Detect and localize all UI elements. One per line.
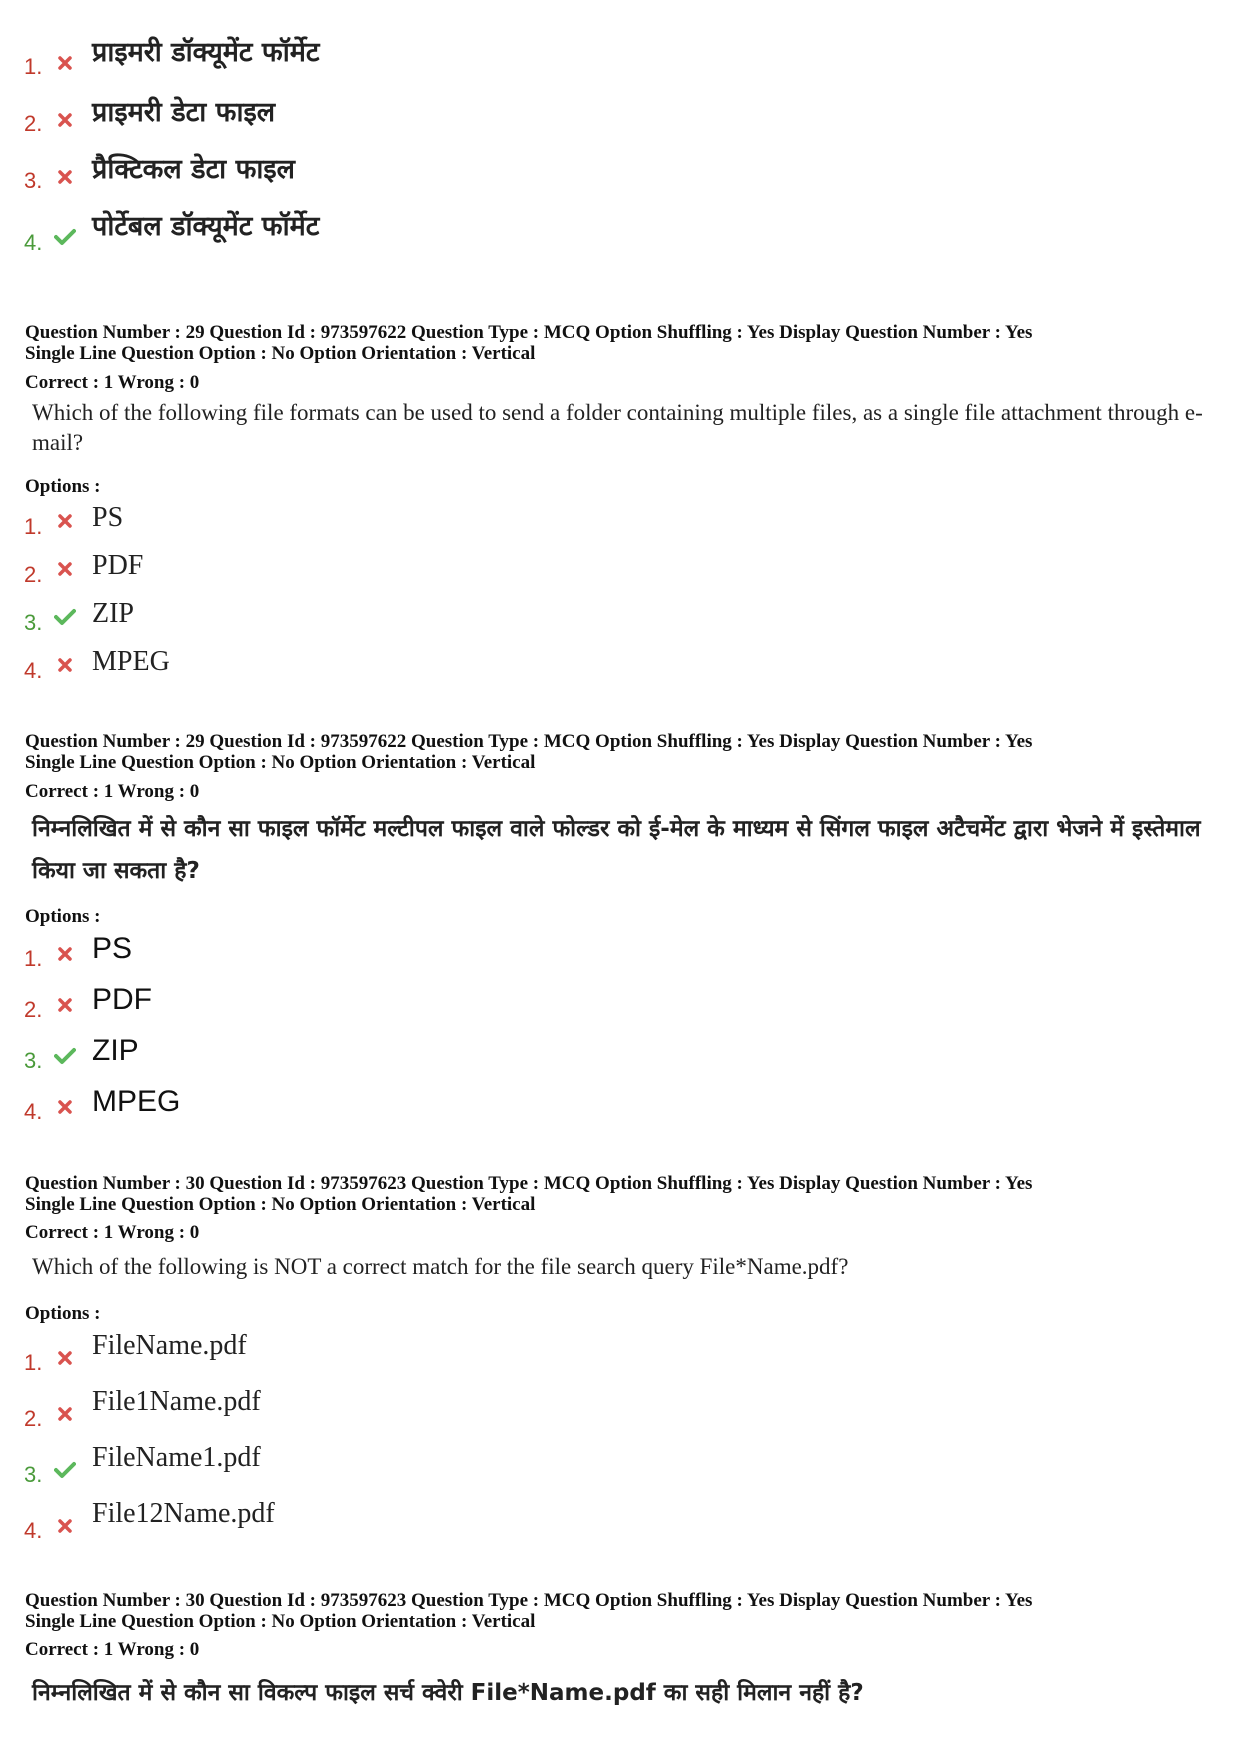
option-2 <box>0 90 1240 147</box>
cross-icon <box>54 1515 76 1537</box>
option-2 <box>0 548 1240 596</box>
option-number: 1. <box>24 54 43 79</box>
meta-line-2: Single Line Question Option : No Option Orientation : Vertical <box>25 1194 536 1215</box>
option-number: 3. <box>24 1462 43 1487</box>
option-text: PDF <box>92 983 152 1016</box>
option-2 <box>0 981 1240 1032</box>
correct-wrong-marks: Correct : 1 Wrong : 0 <box>25 781 200 802</box>
cross-icon <box>54 1347 76 1369</box>
meta-line-1: Question Number : 29 Question Id : 973597622 Question Type : MCQ Option Shuffling : Yes Display Question Number : Yes <box>25 731 1033 752</box>
question-text: निम्नलिखित में से कौन सा फाइल फॉर्मेट मल्टीपल फाइल वाले फोल्डर को ई-मेल के माध्यम से सिंगल फाइल अटैचमेंट द्वारा भेजने में इस्तेमाल किया जा सकता है? <box>32 816 1201 884</box>
option-3 <box>0 147 1240 204</box>
correct-wrong-marks: Correct : 1 Wrong : 0 <box>25 372 200 393</box>
correct-wrong-marks: Correct : 1 Wrong : 0 <box>25 1639 200 1660</box>
option-text: FileName.pdf <box>92 1330 247 1361</box>
option-1 <box>0 500 1240 548</box>
cross-icon <box>54 1096 76 1118</box>
option-number: 4. <box>24 1518 43 1543</box>
option-number: 4. <box>24 1099 43 1124</box>
option-1 <box>0 930 1240 981</box>
meta-line-1: Question Number : 30 Question Id : 973597623 Question Type : MCQ Option Shuffling : Yes Display Question Number : Yes <box>25 1173 1033 1194</box>
option-4 <box>0 1498 1240 1554</box>
option-number: 2. <box>24 562 43 587</box>
cross-icon <box>54 109 76 131</box>
question-meta <box>25 322 1225 364</box>
meta-line-2: Single Line Question Option : No Option Orientation : Vertical <box>25 1611 536 1632</box>
cross-icon <box>54 52 76 74</box>
option-text: File12Name.pdf <box>92 1498 275 1529</box>
option-number: 4. <box>24 230 43 255</box>
option-number: 4. <box>24 658 43 683</box>
check-icon <box>54 226 76 248</box>
cross-icon <box>54 166 76 188</box>
question-meta <box>25 731 1225 773</box>
option-text: PS <box>92 502 124 533</box>
option-number: 1. <box>24 514 43 539</box>
question-meta <box>25 1173 1225 1215</box>
options-label: Options : <box>25 1303 101 1324</box>
option-text: प्राइमरी डॉक्यूमेंट फॉर्मेट <box>92 37 320 68</box>
option-number: 3. <box>24 168 43 193</box>
cross-icon <box>54 994 76 1016</box>
meta-line-1: Question Number : 29 Question Id : 973597622 Question Type : MCQ Option Shuffling : Yes Display Question Number : Yes <box>25 322 1033 343</box>
options-list <box>0 930 1240 1134</box>
option-4 <box>0 204 1240 264</box>
option-text: प्राइमरी डेटा फाइल <box>92 97 276 128</box>
options-list <box>0 500 1240 692</box>
check-icon <box>54 606 76 628</box>
top-options-list <box>0 30 1240 264</box>
cross-icon <box>54 1403 76 1425</box>
option-text: MPEG <box>92 646 170 677</box>
option-number: 2. <box>24 997 43 1022</box>
option-4 <box>0 644 1240 692</box>
question-text: निम्नलिखित में से कौन सा विकल्प फाइल सर्च क्वेरी File*Name.pdf का सही मिलान नहीं है? <box>32 1680 864 1706</box>
option-2 <box>0 1386 1240 1442</box>
meta-line-1: Question Number : 30 Question Id : 973597623 Question Type : MCQ Option Shuffling : Yes Display Question Number : Yes <box>25 1590 1033 1611</box>
question-meta <box>25 1590 1225 1632</box>
meta-line-2: Single Line Question Option : No Option Orientation : Vertical <box>25 343 536 364</box>
option-3 <box>0 1032 1240 1083</box>
check-icon <box>54 1459 76 1481</box>
correct-wrong-marks: Correct : 1 Wrong : 0 <box>25 1222 200 1243</box>
question-text: Which of the following is NOT a correct match for the file search query File*Name.pdf? <box>32 1254 849 1279</box>
option-text: ZIP <box>92 1034 139 1067</box>
option-number: 2. <box>24 1406 43 1431</box>
meta-line-2: Single Line Question Option : No Option Orientation : Vertical <box>25 752 536 773</box>
option-text: File1Name.pdf <box>92 1386 261 1417</box>
option-number: 1. <box>24 946 43 971</box>
cross-icon <box>54 654 76 676</box>
option-4 <box>0 1083 1240 1134</box>
check-icon <box>54 1045 76 1067</box>
option-number: 1. <box>24 1350 43 1375</box>
option-3 <box>0 1442 1240 1498</box>
option-1 <box>0 1330 1240 1386</box>
option-text: PDF <box>92 550 144 581</box>
option-text: ZIP <box>92 598 134 629</box>
options-label: Options : <box>25 476 101 497</box>
option-number: 3. <box>24 1048 43 1073</box>
cross-icon <box>54 558 76 580</box>
options-label: Options : <box>25 906 101 927</box>
option-number: 3. <box>24 610 43 635</box>
option-3 <box>0 596 1240 644</box>
option-text: पोर्टेबल डॉक्यूमेंट फॉर्मेट <box>92 211 320 242</box>
option-text: प्रैक्टिकल डेटा फाइल <box>92 154 295 185</box>
cross-icon <box>54 943 76 965</box>
cross-icon <box>54 510 76 532</box>
question-text: Which of the following file formats can be used to send a folder containing multiple files, as a single file attachment through e-mail? <box>32 400 1203 455</box>
option-text: PS <box>92 932 133 965</box>
option-number: 2. <box>24 111 43 136</box>
option-text: MPEG <box>92 1085 181 1118</box>
options-list <box>0 1330 1240 1554</box>
option-text: FileName1.pdf <box>92 1442 261 1473</box>
option-1 <box>0 30 1240 90</box>
